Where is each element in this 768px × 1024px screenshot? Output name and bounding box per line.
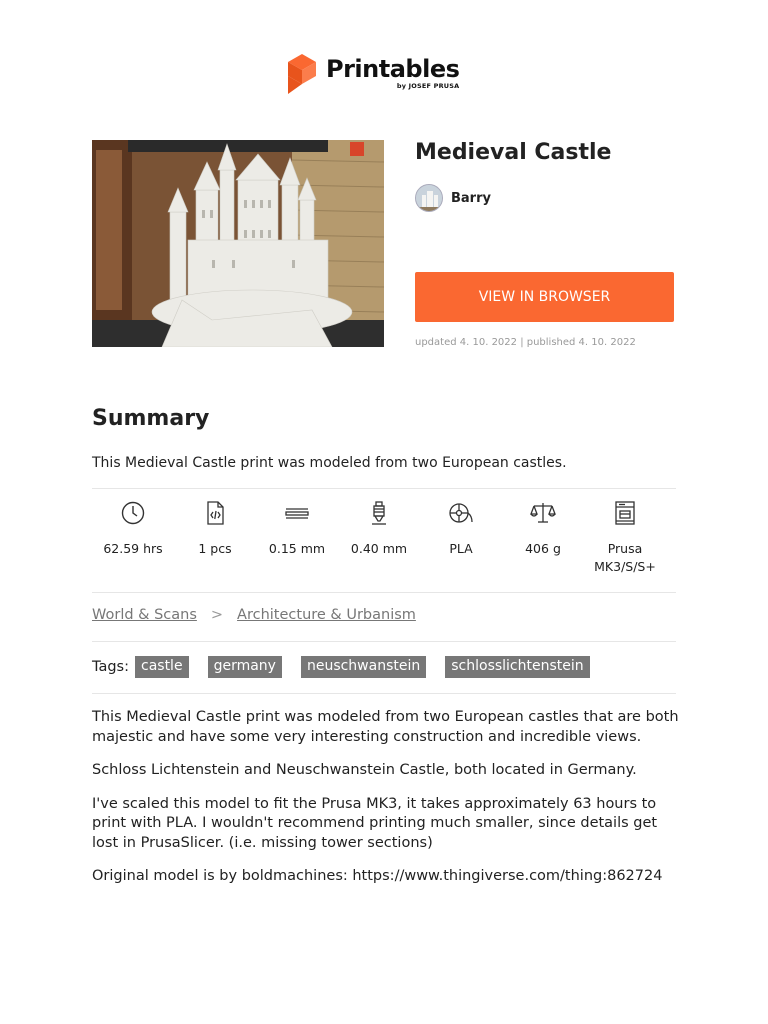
author[interactable]: [415, 184, 491, 212]
param-value: 0.40 mm: [350, 541, 408, 556]
divider: [92, 488, 676, 489]
avatar-image: [416, 185, 443, 212]
tags-label: Tags:: [92, 659, 129, 675]
tag-germany[interactable]: germany: [208, 656, 282, 678]
divider: [92, 641, 676, 642]
model-description: [92, 708, 682, 901]
tag-neuschwanstein[interactable]: neuschwanstein: [301, 656, 426, 678]
printer-icon: [612, 500, 638, 526]
param-value: Prusa MK3/S/S+: [594, 541, 656, 574]
param-value: 406 g: [525, 541, 561, 556]
logo-wordmark: Printables: [326, 55, 460, 83]
summary-text: This Medieval Castle print was modeled from two European castles.: [92, 455, 567, 471]
breadcrumb: [92, 607, 416, 623]
nozzle-icon: [366, 500, 392, 526]
publish-dates: updated 4. 10. 2022 | published 4. 10. 2022: [415, 337, 636, 348]
filament-spool-icon: [448, 500, 474, 526]
breadcrumb-link-architecture[interactable]: Architecture & Urbanism: [237, 607, 416, 623]
tag-castle[interactable]: castle: [135, 656, 189, 678]
tags: [92, 656, 609, 678]
breadcrumb-link-world-scans[interactable]: World & Scans: [92, 607, 197, 623]
param-weight: [502, 500, 584, 576]
param-pieces: [174, 500, 256, 576]
logo-subtitle: by JOSEF PRUSA: [396, 82, 460, 90]
printables-logo[interactable]: [286, 54, 459, 94]
param-nozzle: [338, 500, 420, 576]
description-paragraph: Schloss Lichtenstein and Neuschwanstein Castle, both located in Germany.: [92, 762, 637, 778]
divider: [92, 693, 676, 694]
view-in-browser-button[interactable]: VIEW IN BROWSER: [415, 272, 674, 322]
avatar[interactable]: [415, 184, 443, 212]
divider: [92, 592, 676, 593]
breadcrumb-separator: >: [210, 607, 224, 623]
param-value: 1 pcs: [198, 541, 232, 556]
param-value: 62.59 hrs: [103, 541, 163, 556]
print-parameters: [92, 500, 676, 576]
param-value: PLA: [449, 541, 473, 556]
description-paragraph: I've scaled this model to fit the Prusa MK3, it takes approximately 63 hours to print with PLA. I wouldn't recommend printing much smaller, since details get lost in PrusaSlicer. (i.e. missing tower sections): [92, 795, 658, 851]
clock-icon: [120, 500, 146, 526]
tag-schlosslichtenstein[interactable]: schlosslichtenstein: [445, 656, 589, 678]
param-value: 0.15 mm: [268, 541, 326, 556]
summary-heading: Summary: [92, 406, 210, 431]
model-title: Medieval Castle: [415, 140, 612, 165]
model-photo[interactable]: [92, 140, 384, 347]
param-layer-height: [256, 500, 338, 576]
layer-height-icon: [284, 500, 310, 526]
file-code-icon: [202, 500, 228, 526]
printables-logo-icon: [286, 54, 318, 94]
description-paragraph: This Medieval Castle print was modeled from two European castles that are both majestic and have some very interesting construction and incredible views.: [92, 709, 679, 745]
description-paragraph: Original model is by boldmachines: https://www.thingiverse.com/thing:862724: [92, 868, 663, 884]
param-printer: [584, 500, 666, 576]
param-material: [420, 500, 502, 576]
param-print-time: [92, 500, 174, 576]
castle-photo-image: [92, 140, 384, 347]
author-name[interactable]: Barry: [451, 190, 491, 206]
scale-icon: [530, 500, 556, 526]
